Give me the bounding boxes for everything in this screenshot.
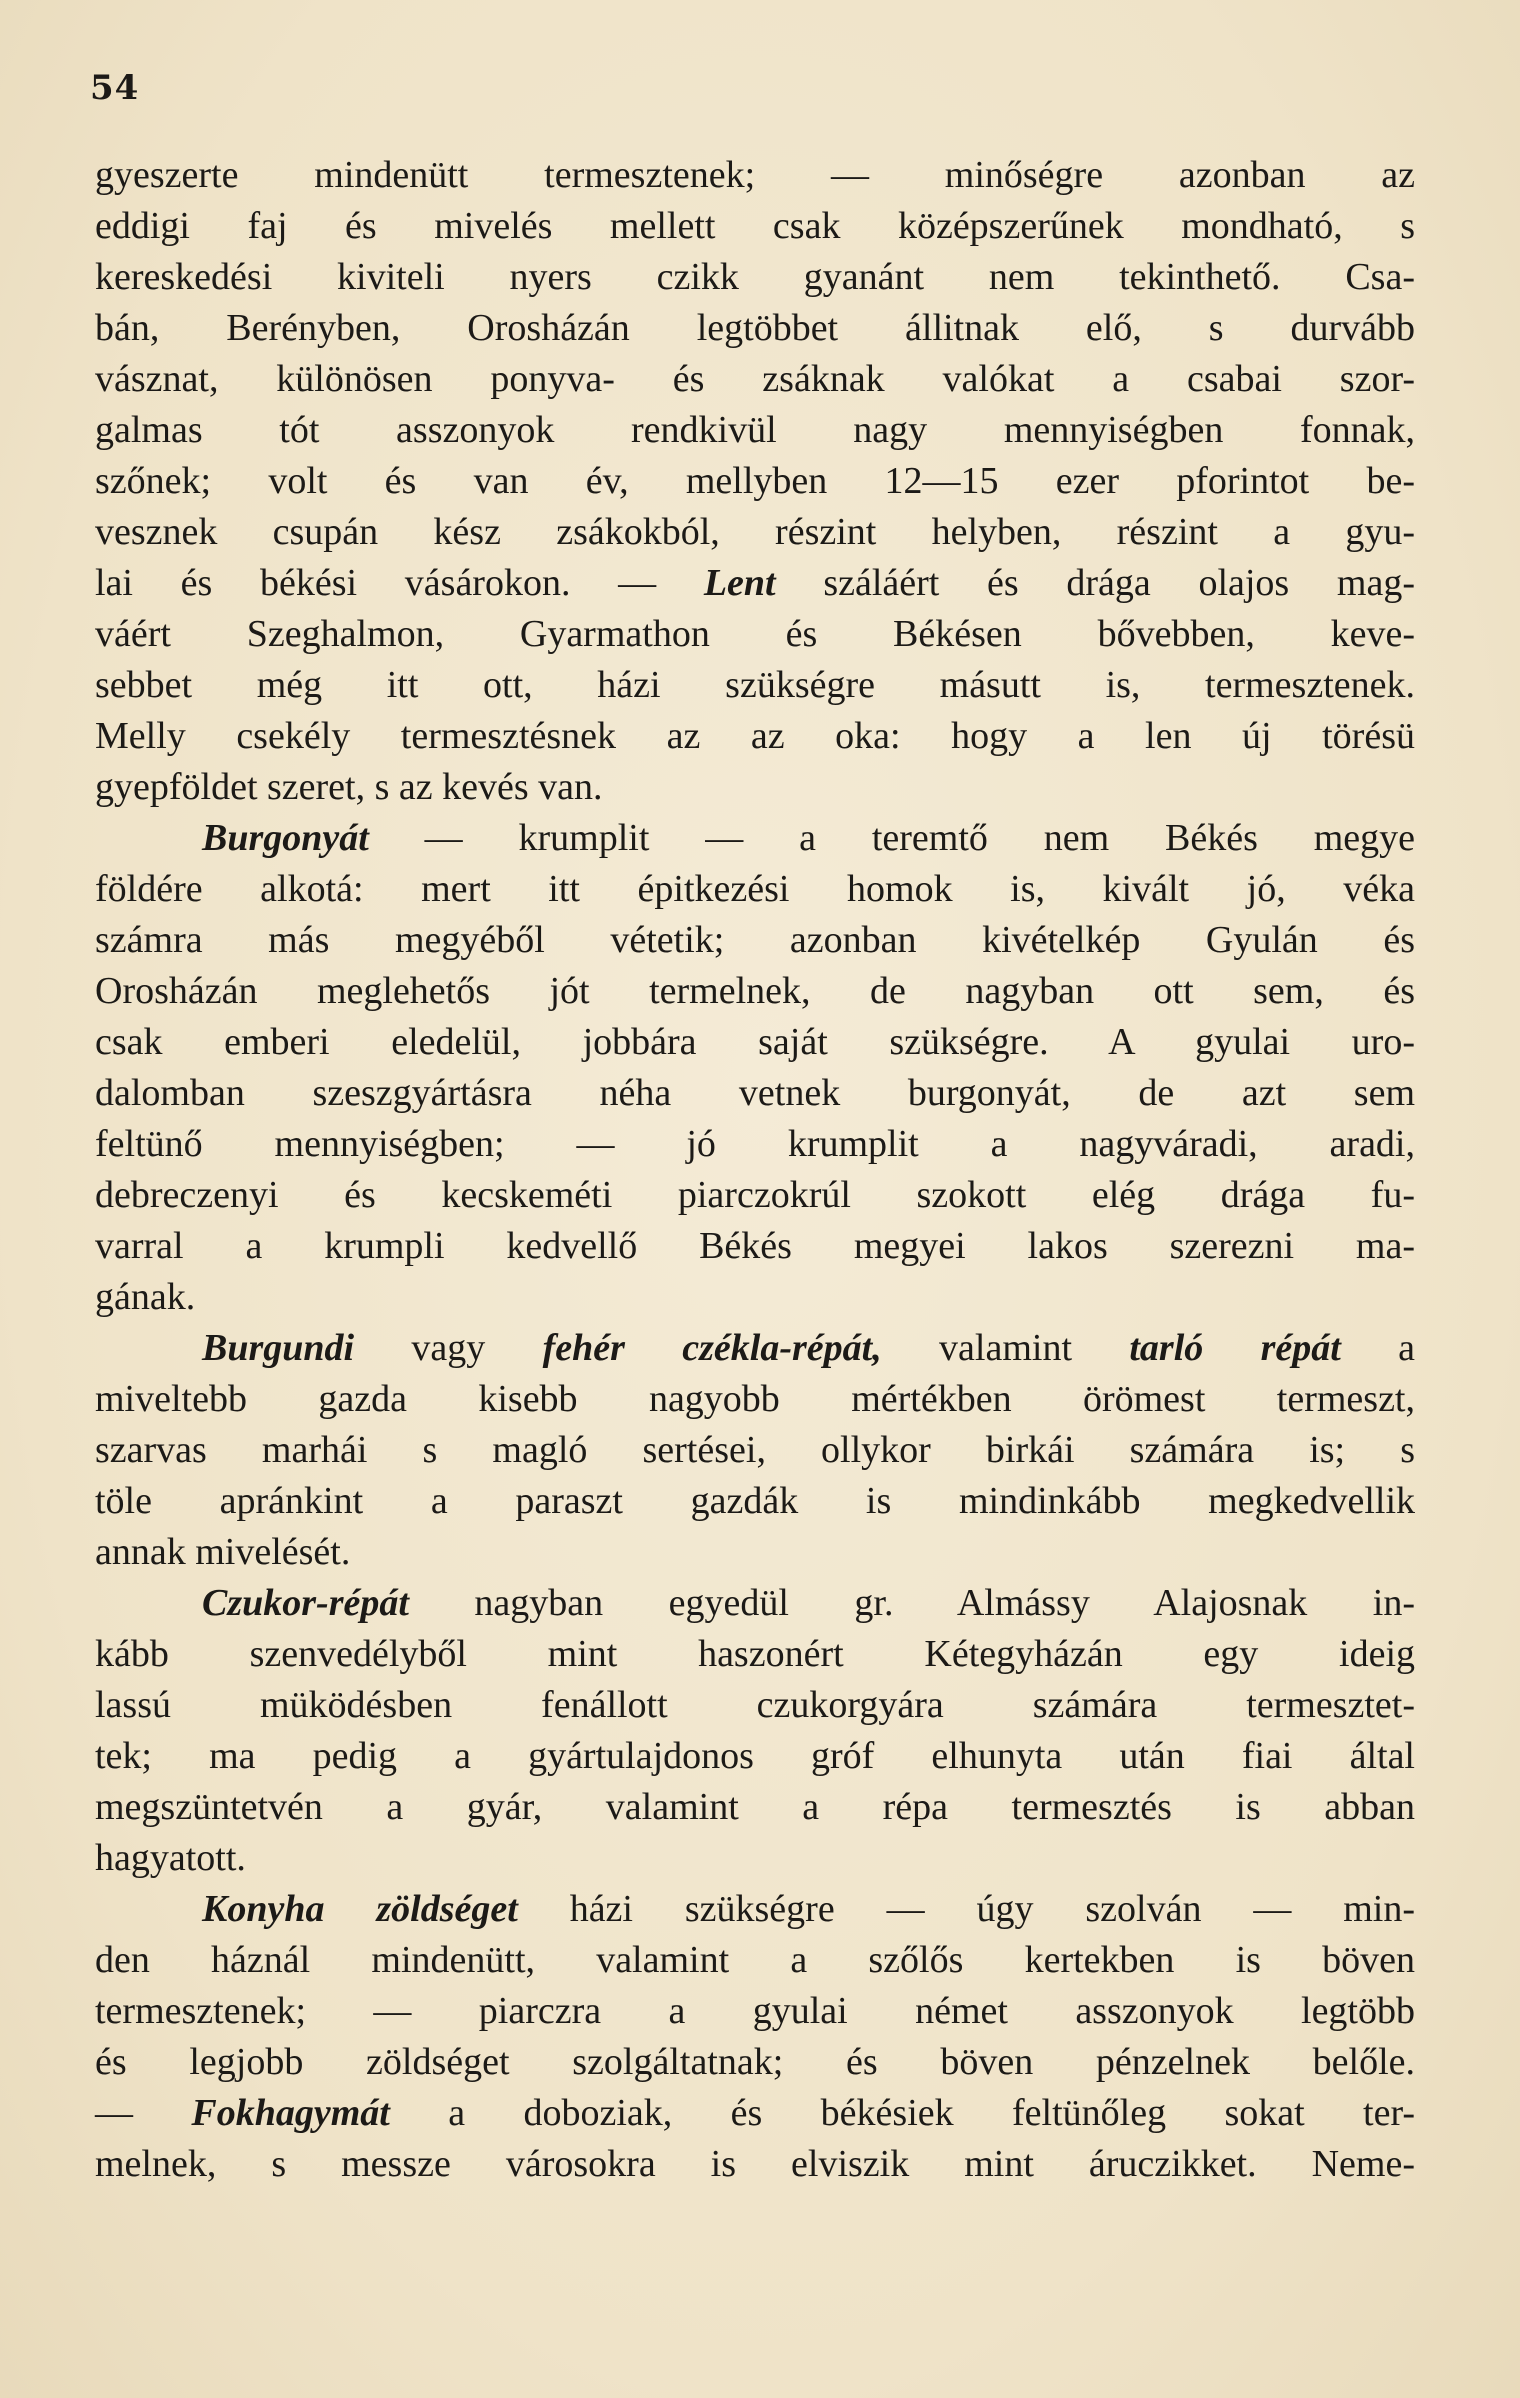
- text-segment: váért Szeghalmon, Gyarmathon és Békésen bővebben, keve-: [95, 613, 1415, 655]
- text-line: [95, 405, 1415, 456]
- text-line: [95, 1221, 1415, 1272]
- text-line: [95, 1935, 1415, 1986]
- text-segment: — krumplit — a teremtő nem Békés megye: [368, 817, 1415, 859]
- text-segment: termesztenek; — piarczra a gyulai német asszonyok legtöbb: [95, 1990, 1415, 2032]
- page-number: 54: [90, 68, 140, 108]
- text-line: [95, 1833, 1415, 1884]
- text-line: [95, 1374, 1415, 1425]
- text-segment: tek; ma pedig a gyártulajdonos gróf elhunyta után fiai által: [95, 1735, 1415, 1777]
- text-line: [95, 1986, 1415, 2037]
- text-line: [95, 354, 1415, 405]
- text-segment: számra más megyéből vétetik; azonban kivételkép Gyulán és: [95, 919, 1415, 961]
- text-line: [95, 2088, 1415, 2139]
- text-segment: kereskedési kiviteli nyers czikk gyanánt nem tekinthető. Csa-: [95, 256, 1415, 298]
- emphasized-term: Fokhagymát: [191, 2092, 390, 2134]
- text-line: [95, 456, 1415, 507]
- text-line: [95, 609, 1415, 660]
- text-segment: sebbet még itt ott, házi szükségre másutt is, termesztenek.: [95, 664, 1415, 706]
- text-segment: dalomban szeszgyártásra néha vetnek burgonyát, de azt sem: [95, 1072, 1415, 1114]
- text-line: [95, 1578, 1415, 1629]
- text-line: [95, 1017, 1415, 1068]
- text-segment: —: [95, 2092, 192, 2134]
- emphasized-term: fehér czékla-répát,: [542, 1327, 882, 1369]
- text-segment: galmas tót asszonyok rendkivül nagy mennyiségben fonnak,: [95, 409, 1415, 451]
- text-line: [95, 1476, 1415, 1527]
- text-segment: lai és békési vásárokon. —: [95, 562, 704, 604]
- body-text: [95, 150, 1415, 2190]
- text-segment: töle apránkint a paraszt gazdák is mindinkább megkedvellik: [95, 1480, 1415, 1522]
- text-segment: gának.: [95, 1276, 196, 1318]
- text-segment: és legjobb zöldséget szolgáltatnak; és böven pénzelnek belőle.: [95, 2041, 1415, 2083]
- text-line: [95, 1629, 1415, 1680]
- text-line: [95, 1272, 1415, 1323]
- text-segment: debreczenyi és kecskeméti piarczokrúl szokott elég drága fu-: [95, 1174, 1415, 1216]
- text-line: [95, 711, 1415, 762]
- text-line: [95, 762, 1415, 813]
- text-segment: kább szenvedélyből mint haszonért Kétegyházán egy ideig: [95, 1633, 1415, 1675]
- text-segment: bán, Berényben, Orosházán legtöbbet állitnak elő, s durvább: [95, 307, 1415, 349]
- text-line: [95, 201, 1415, 252]
- text-segment: valamint: [881, 1327, 1130, 1369]
- text-segment: szőnek; volt és van év, mellyben 12—15 ezer pforintot be-: [95, 460, 1415, 502]
- text-segment: varral a krumpli kedvellő Békés megyei lakos szerezni ma-: [95, 1225, 1415, 1267]
- text-line: [95, 2139, 1415, 2190]
- text-segment: vásznat, különösen ponyva- és zsáknak valókat a csabai szor-: [95, 358, 1415, 400]
- text-segment: Orosházán meglehetős jót termelnek, de nagyban ott sem, és: [95, 970, 1415, 1012]
- emphasized-term: Czukor-répát: [202, 1582, 409, 1624]
- text-segment: házi szükségre — úgy szolván — min-: [517, 1888, 1415, 1930]
- text-line: [95, 1527, 1415, 1578]
- emphasized-term: Konyha zöldséget: [202, 1888, 518, 1930]
- text-segment: eddigi faj és mivelés mellett csak középszerűnek mondható, s: [95, 205, 1415, 247]
- emphasized-term: Burgundi: [202, 1327, 355, 1369]
- emphasized-term: tarló répát: [1129, 1327, 1341, 1369]
- text-line: [95, 660, 1415, 711]
- text-segment: vesznek csupán kész zsákokból, részint helyben, részint a gyu-: [95, 511, 1415, 553]
- text-segment: vagy: [354, 1327, 543, 1369]
- text-line: [95, 1323, 1415, 1374]
- text-segment: miveltebb gazda kisebb nagyobb mértékben örömest termeszt,: [95, 1378, 1415, 1420]
- text-line: [95, 1731, 1415, 1782]
- text-line: [95, 1170, 1415, 1221]
- text-segment: csak emberi eledelül, jobbára saját szükségre. A gyulai uro-: [95, 1021, 1415, 1063]
- text-segment: Melly csekély termesztésnek az az oka: hogy a len új törésü: [95, 715, 1415, 757]
- text-segment: lassú müködésben fenállott czukorgyára számára termesztet-: [95, 1684, 1415, 1726]
- text-segment: annak mivelését.: [95, 1531, 351, 1573]
- text-line: [95, 1425, 1415, 1476]
- text-segment: gyeszerte mindenütt termesztenek; — minőségre azonban az: [95, 154, 1415, 196]
- text-line: [95, 303, 1415, 354]
- text-line: [95, 1119, 1415, 1170]
- text-segment: száláért és drága olajos mag-: [775, 562, 1415, 604]
- text-segment: nagyban egyedül gr. Almássy Alajosnak in-: [408, 1582, 1415, 1624]
- text-line: [95, 1068, 1415, 1119]
- emphasized-term: Burgonyát: [202, 817, 369, 859]
- text-line: [95, 915, 1415, 966]
- text-line: [95, 558, 1415, 609]
- text-segment: megszüntetvén a gyár, valamint a répa termesztés is abban: [95, 1786, 1415, 1828]
- text-segment: szarvas marhái s magló sertései, ollykor birkái számára is; s: [95, 1429, 1415, 1471]
- text-segment: a: [1340, 1327, 1415, 1369]
- text-line: [95, 966, 1415, 1017]
- text-line: [95, 813, 1415, 864]
- text-segment: feltünő mennyiségben; — jó krumplit a nagyváradi, aradi,: [95, 1123, 1415, 1165]
- text-line: [95, 252, 1415, 303]
- text-line: [95, 1884, 1415, 1935]
- text-segment: földére alkotá: mert itt épitkezési homok is, kivált jó, véka: [95, 868, 1415, 910]
- text-segment: hagyatott.: [95, 1837, 246, 1879]
- text-line: [95, 1680, 1415, 1731]
- text-segment: a doboziak, és békésiek feltünőleg sokat ter-: [389, 2092, 1416, 2134]
- text-segment: melnek, s messze városokra is elviszik mint áruczikket. Neme-: [95, 2143, 1415, 2185]
- text-line: [95, 150, 1415, 201]
- emphasized-term: Lent: [703, 562, 776, 604]
- text-line: [95, 1782, 1415, 1833]
- text-line: [95, 2037, 1415, 2088]
- text-line: [95, 864, 1415, 915]
- text-line: [95, 507, 1415, 558]
- text-segment: gyepföldet szeret, s az kevés van.: [95, 766, 603, 808]
- text-segment: den háznál mindenütt, valamint a szőlős kertekben is böven: [95, 1939, 1415, 1981]
